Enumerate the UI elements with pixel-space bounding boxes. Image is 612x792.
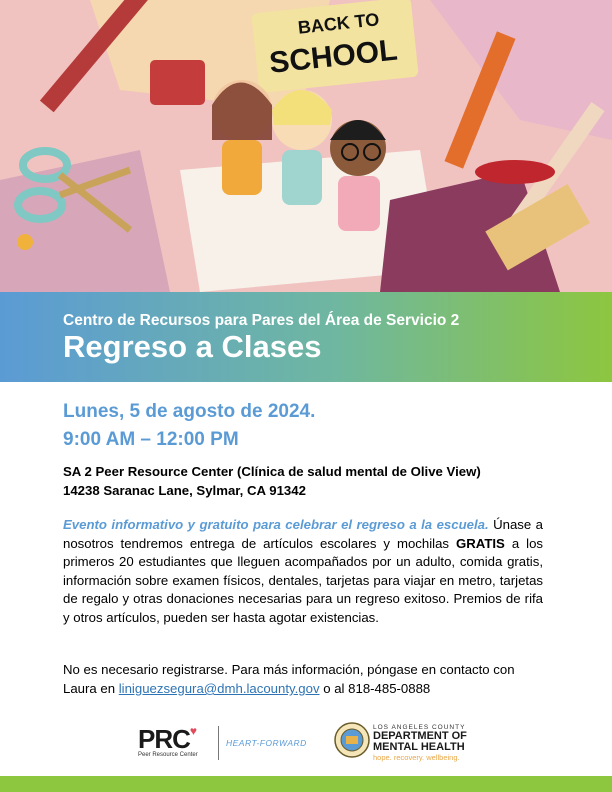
svg-text:BACK TO: BACK TO	[296, 9, 381, 38]
contact-email-link[interactable]: liniguezsegura@dmh.lacounty.gov	[118, 681, 320, 696]
prc-logo	[138, 724, 198, 758]
description-gratis: GRATIS	[456, 535, 505, 551]
dmh-line1: DEPARTMENT OF	[373, 730, 467, 742]
description-lead: Evento informativo y gratuito para celebrar el regreso a la escuela.	[63, 517, 489, 532]
button-decoration	[17, 234, 33, 250]
event-description	[63, 516, 543, 628]
contact-line2	[63, 679, 543, 698]
event-address: 14238 Saranac Lane, Sylmar, CA 91342	[63, 483, 306, 498]
description-part2: a los primeros 20 estudiantes que lleguen acompañados por un adulto, comida gratis, información sobre examen físicos, dentales, tarjetas para viajar en metro, tarjetas de regalo y otras donaciones necesarias para un regreso exitoso. Premios de rifa y otros artículos, pueden ser hasta agotar existencias.	[63, 535, 543, 625]
event-datetime	[63, 398, 315, 454]
contact-line1: No es necesario registrarse. Para más información, póngase en contacto con	[63, 662, 515, 677]
hero-illustration	[0, 0, 612, 292]
prc-logo-caption: Peer Resource Center	[138, 752, 198, 758]
dmh-line2: MENTAL HEALTH	[373, 741, 465, 753]
logo-divider	[218, 726, 219, 760]
event-venue: SA 2 Peer Resource Center (Clínica de salud mental de Olive View)	[63, 464, 481, 479]
prc-logo-text: PRC	[138, 724, 190, 754]
heart-icon: ♥	[189, 724, 197, 738]
banner-subtitle: Centro de Recursos para Pares del Área de Servicio 2	[63, 312, 460, 329]
title-banner	[0, 292, 612, 382]
dmh-tagline: hope. recovery. wellbeing.	[373, 753, 460, 762]
contact-suffix: o al 818-485-0888	[323, 681, 431, 696]
svg-text:SCHOOL: SCHOOL	[267, 33, 399, 80]
sharpener	[150, 60, 205, 105]
dmh-county: LOS ANGELES COUNTY	[373, 724, 466, 731]
contact-prefix: Laura en	[63, 681, 116, 696]
dmh-logo	[373, 724, 467, 762]
event-time: 9:00 AM – 12:00 PM	[63, 429, 239, 450]
event-location	[63, 462, 481, 500]
back-to-school-illustration	[0, 0, 612, 292]
heart-forward-tagline: HEART-FORWARD	[226, 738, 307, 748]
county-seal-icon	[334, 722, 370, 758]
footer-bar	[0, 776, 612, 792]
description-part1: Únase a nosotros tendremos entrega de artículos escolares y mochilas	[63, 517, 543, 551]
lamp	[475, 160, 555, 184]
event-date: Lunes, 5 de agosto de 2024.	[63, 401, 316, 422]
contact-info	[63, 660, 543, 698]
page-title: Regreso a Clases	[63, 329, 322, 364]
